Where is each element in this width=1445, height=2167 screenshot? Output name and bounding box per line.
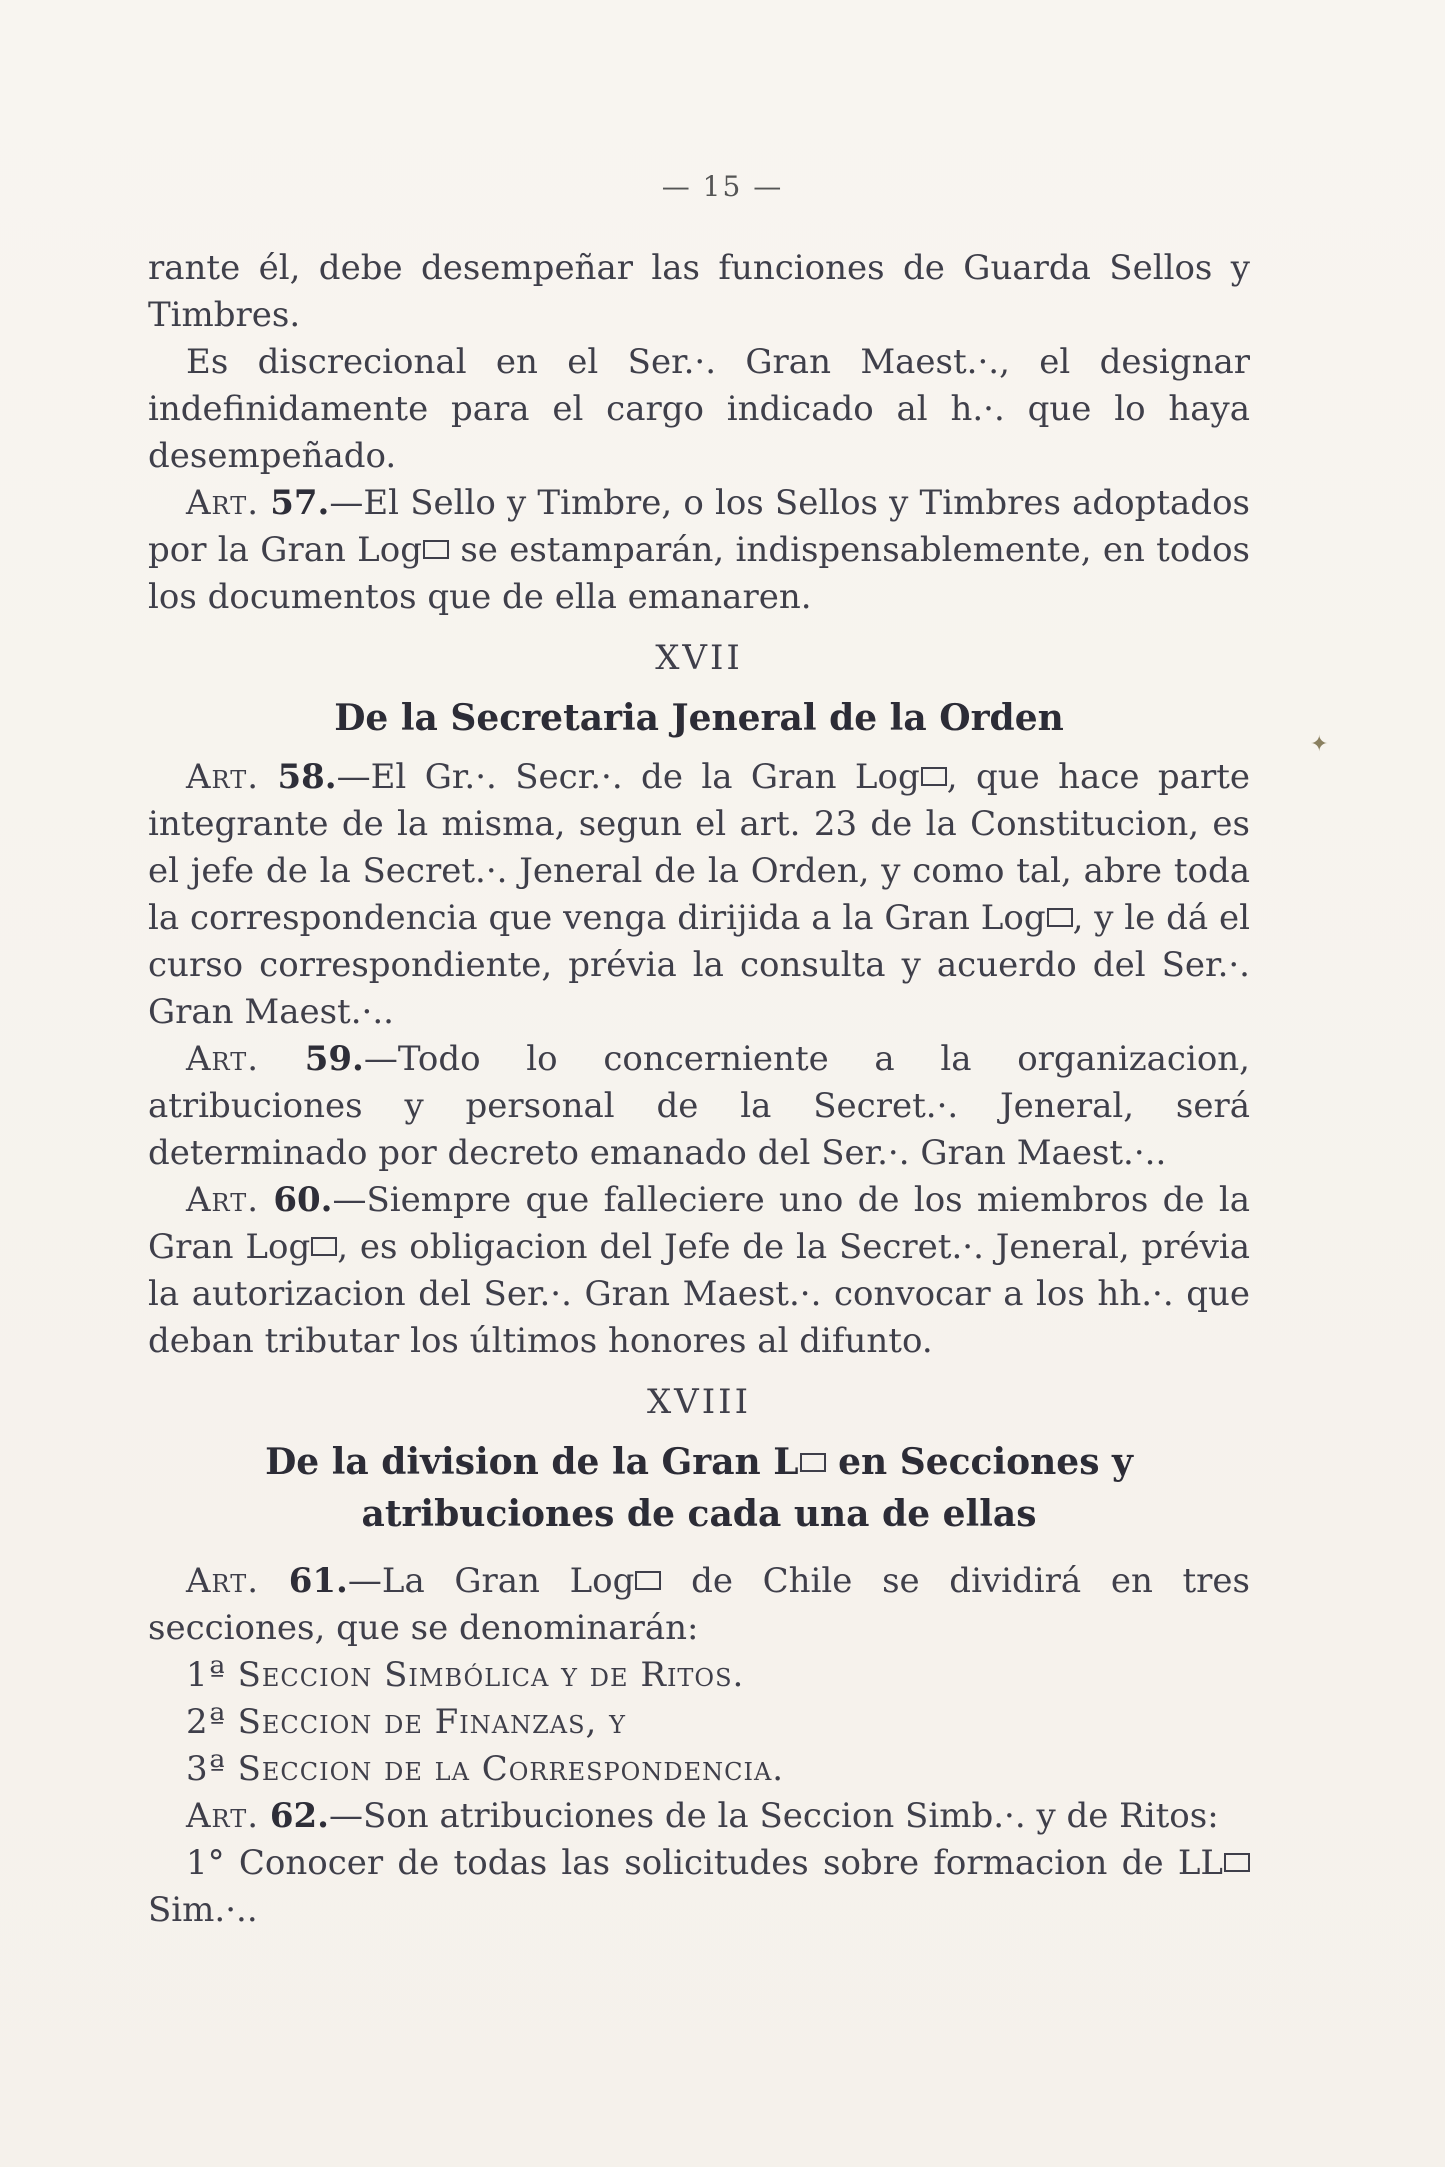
article-61: [148, 1558, 1250, 1652]
article-text-continued: , que hace parte integrante de la misma, segun el art. 23 de la Constitucion, es el jefe de la Secret.·. Jeneral de la Orden, y como tal, abre toda la correspondencia que venga dirijida a la Gran Log: [148, 757, 1250, 938]
article-label: Art.: [186, 757, 260, 797]
section-heading: [148, 1436, 1250, 1540]
article-text: —Todo lo concerniente a la organizacion, atribuciones y personal de la Secret.·. Jeneral, será determinado por decreto emanado del Ser.·. Gran Maest.·..: [148, 1039, 1250, 1173]
article-label: Art.: [186, 1039, 260, 1079]
article-number: 59.: [304, 1039, 364, 1079]
paragraph-discretion: Es discrecional en el Ser.·. Gran Maest.·., el designar indefinidamente para el cargo indicado al h.·. que lo haya desempeñado.: [148, 342, 1250, 476]
article-number: 61.: [288, 1561, 348, 1601]
masonic-square-icon: [1047, 908, 1073, 927]
paragraph-continuation: rante él, debe desempeñar las funciones de Guarda Sellos y Timbres.: [148, 248, 1250, 335]
article-text-continued: de Chile se dividirá en tres secciones, que se denominarán:: [148, 1561, 1251, 1648]
article-label: Art.: [186, 1180, 260, 1220]
section-heading: De la Secretaria Jeneral de la Orden: [334, 697, 1064, 739]
article-text-continued: , es obligacion del Jefe de la Secret.·. Jeneral, prévia la autorizacion del Ser.·. Gran Maest.·. convocar a los hh.·. que deban tributar los últimos honores al difunto.: [148, 1227, 1251, 1361]
masonic-square-icon: [1224, 1853, 1250, 1872]
article-text-end: , y le dá el curso correspondiente, prévia la consulta y acuerdo del Ser.·. Gran Maest.·..: [148, 898, 1250, 1032]
heading-text-line2: atribuciones de cada una de ellas: [361, 1493, 1037, 1535]
heading-text: De la division de la Gran L: [265, 1441, 799, 1483]
section-list-item: 2ª Seccion de Finanzas, y: [186, 1702, 626, 1742]
article-text: —El Gr.·. Secr.·. de la Gran Log: [336, 757, 920, 797]
article-number: 62.: [269, 1796, 329, 1836]
article-number: 57.: [270, 483, 330, 523]
page-body: [148, 245, 1250, 1934]
article-60: [148, 1177, 1250, 1365]
article-59: [148, 1036, 1250, 1177]
article-label: Art.: [186, 483, 260, 523]
item-text-continued: Sim.·..: [148, 1890, 258, 1930]
section-numeral: XVII: [655, 638, 743, 678]
article-58: [148, 754, 1250, 1036]
ink-speck-decoration: ✦: [1310, 732, 1329, 757]
article-text: —Siempre que falleciere uno de los miembros de la Gran Log: [148, 1180, 1250, 1267]
masonic-square-icon: [921, 767, 947, 786]
masonic-square-icon: [800, 1453, 826, 1472]
page-number: — 15 —: [661, 170, 784, 203]
article-62: [148, 1793, 1250, 1840]
article-number: 58.: [277, 757, 337, 797]
article-text: —Son atribuciones de la Seccion Simb.·. y de Ritos:: [329, 1796, 1219, 1836]
article-text: —El Sello y Timbre, o los Sellos y Timbres adoptados por la Gran Log: [148, 483, 1250, 570]
article-label: Art.: [186, 1796, 260, 1836]
masonic-square-icon: [635, 1571, 661, 1590]
heading-text-continued: en Secciones y: [825, 1441, 1133, 1483]
article-text: —La Gran Log: [347, 1561, 635, 1601]
section-list-item: 1ª Seccion Simbólica y de Ritos.: [186, 1655, 745, 1695]
item-text: 1° Conocer de todas las solicitudes sobre formacion de LL: [186, 1843, 1223, 1883]
article-label: Art.: [186, 1561, 260, 1601]
masonic-square-icon: [311, 1237, 337, 1256]
section-numeral: XVIII: [646, 1382, 752, 1422]
article-number: 60.: [273, 1180, 333, 1220]
article-text-continued: se estamparán, indispensablemente, en todos los documentos que de ella emanaren.: [148, 530, 1250, 617]
section-list-item: 3ª Seccion de la Correspondencia.: [186, 1749, 785, 1789]
masonic-square-icon: [423, 540, 449, 559]
article-62-item-1: [148, 1840, 1250, 1934]
article-57: [148, 480, 1250, 621]
